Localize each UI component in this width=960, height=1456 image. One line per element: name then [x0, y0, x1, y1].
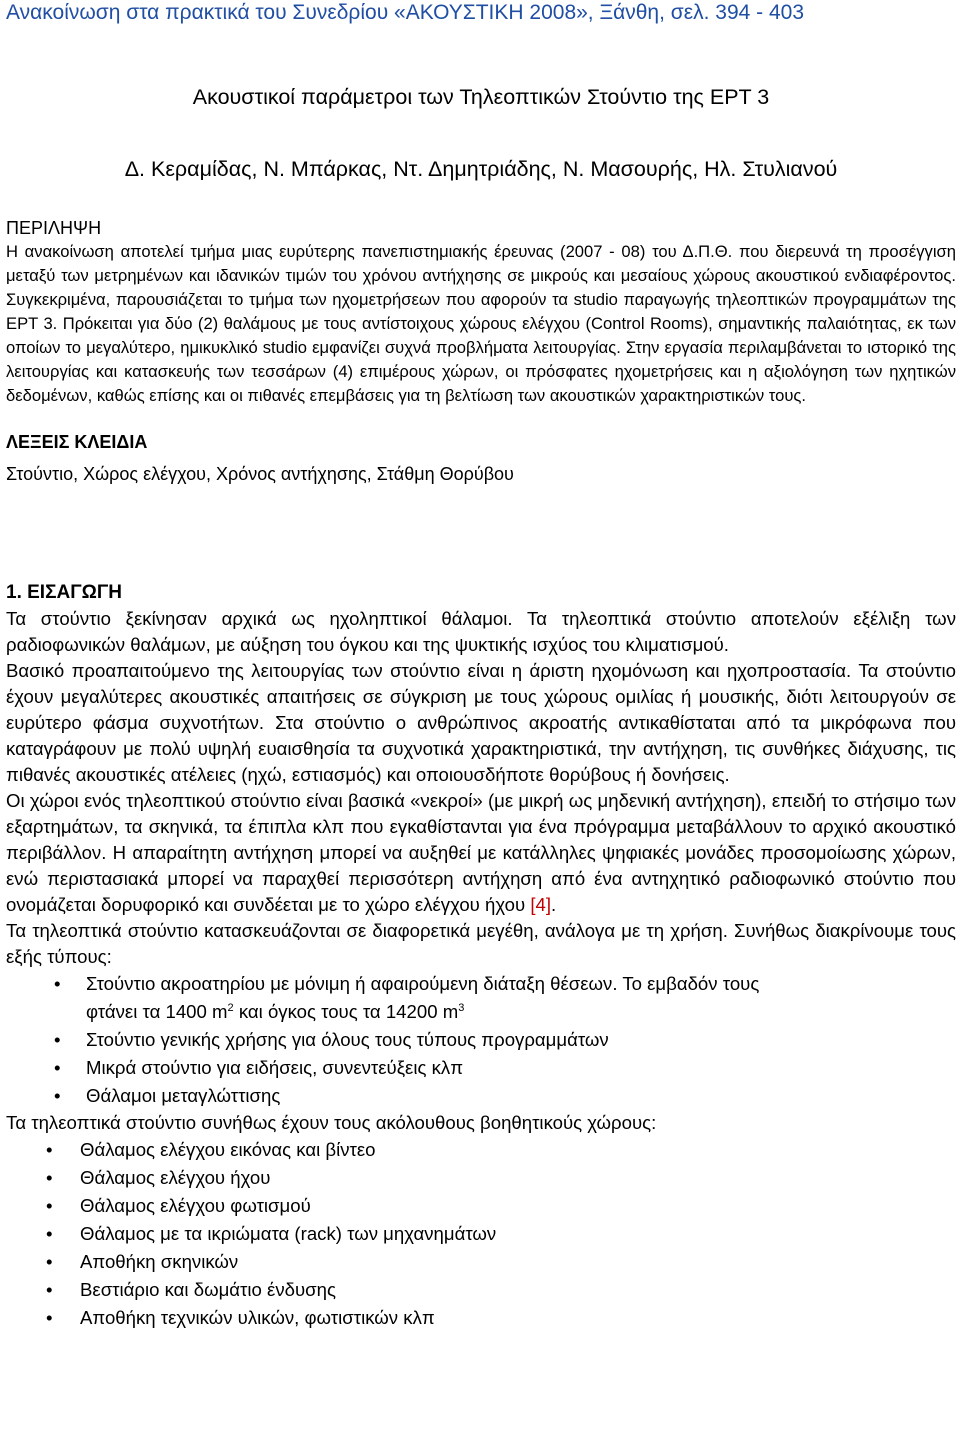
- list-item: [6, 1192, 956, 1220]
- paragraph: Τα τηλεοπτικά στούντιο κατασκευάζονται σε διαφορετικά μεγέθη, ανάλογα με τη χρήση. Συνήθως διακρίνουμε τους εξής τύπους:: [6, 920, 956, 967]
- running-header: Ανακοίνωση στα πρακτικά του Συνεδρίου «ΑΚΟΥΣΤΙΚΗ 2008», Ξάνθη, σελ. 394 - 403: [6, 1, 805, 24]
- section-heading: 1. ΕΙΣΑΓΩΓΗ: [6, 582, 122, 603]
- bullet-icon: •: [46, 1195, 53, 1216]
- list-item-text: Βεστιάριο και δωμάτιο ένδυσης: [80, 1279, 336, 1300]
- list-item-text: Θάλαμος ελέγχου ήχου: [80, 1167, 271, 1188]
- list-item: [6, 1082, 956, 1110]
- bullet-icon: •: [46, 1139, 53, 1160]
- bullet-icon: •: [54, 973, 61, 994]
- keywords-heading: ΛΕΞΕΙΣ ΚΛΕΙΔΙΑ: [6, 432, 148, 452]
- list-item-text: Θάλαμος ελέγχου εικόνας και βίντεο: [80, 1139, 376, 1160]
- list-item: [6, 970, 956, 1026]
- bullet-icon: •: [54, 1057, 61, 1078]
- bullet-icon: •: [54, 1029, 61, 1050]
- abstract-heading: ΠΕΡΙΛΗΨΗ: [6, 218, 102, 238]
- list-item-text: Στούντιο ακροατηρίου με μόνιμη ή αφαιρούμενη διάταξη θέσεων. Το εμβαδόν τους: [86, 973, 760, 994]
- volume-text: και όγκος τους τα 14200 m: [233, 1001, 459, 1022]
- list-item: [6, 1136, 956, 1164]
- paragraph: Τα τηλεοπτικά στούντιο συνήθως έχουν τους ακόλουθους βοηθητικούς χώρους:: [6, 1112, 657, 1133]
- list-item: [6, 1164, 956, 1192]
- bullet-icon: •: [46, 1279, 53, 1300]
- paragraph-end: .: [551, 894, 557, 915]
- list-item: [6, 1248, 956, 1276]
- area-text: φτάνει τα 1400 m: [86, 1001, 228, 1022]
- auxiliary-rooms-list: [6, 1136, 956, 1332]
- list-item-text-cont: [86, 998, 956, 1026]
- bullet-icon: •: [46, 1223, 53, 1244]
- studio-types-list: [6, 970, 956, 1110]
- paragraph: Βασικό προαπαιτούμενο της λειτουργίας των στούντιο είναι η άριστη ηχομόνωση και ηχοπροστασία. Τα στούντιο έχουν μεγαλύτερες ακουστικές απαιτήσεις σε σύγκριση με τους χώρους ομιλίας ή μουσικής, διότι λειτουργούν σε ευρύτερο φάσμα συχνοτήτων. Στα στούντιο ο ανθρώπινος ακροατής αντικαθίσταται από τα μικρόφωνα που καταγράφουν με πολύ υψηλή ευαισθησία τα συχνοτικά χαρακτηριστικά, την αντήχηση, τις συνθήκες διάχυσης, τις πιθανές ακουστικές ατέλειες (ηχώ, εστιασμός) και οποιουσδήποτε θορύβους ή δονήσεις.: [6, 660, 956, 785]
- bullet-icon: •: [46, 1307, 53, 1328]
- keywords-text: Στούντιο, Χώρος ελέγχου, Χρόνος αντήχησης, Στάθμη Θορύβου: [6, 464, 514, 484]
- list-item: [6, 1220, 956, 1248]
- paper-title: Ακουστικοί παράμετροι των Τηλεοπτικών Στούντιο της ΕΡΤ 3: [192, 85, 770, 109]
- bullet-icon: •: [46, 1251, 53, 1272]
- list-item: [6, 1026, 956, 1054]
- paragraph: Τα στούντιο ξεκίνησαν αρχικά ως ηχοληπτικοί θάλαμοι. Τα τηλεοπτικά στούντιο αποτελούν εξέλιξη των ραδιοφωνικών θαλάμων, με αύξηση του όγκου και της ψυκτικής ισχύος του κλιματισμού.: [6, 608, 956, 655]
- list-item-text: Θάλαμος με τα ικριώματα (rack) των μηχανημάτων: [80, 1223, 497, 1244]
- paragraph: [6, 788, 956, 918]
- list-item: [6, 1304, 956, 1332]
- list-item-text: Θάλαμος ελέγχου φωτισμού: [80, 1195, 311, 1216]
- list-item-text: Μικρά στούντιο για ειδήσεις, συνεντεύξεις κλπ: [86, 1057, 464, 1078]
- list-item-text: Αποθήκη τεχνικών υλικών, φωτιστικών κλπ: [80, 1307, 435, 1328]
- author-list: Δ. Κεραμίδας, Ν. Μπάρκας, Ντ. Δημητριάδης, Ν. Μασουρής, Ηλ. Στυλιανού: [124, 157, 838, 181]
- list-item-text: Στούντιο γενικής χρήσης για όλους τους τύπους προγραμμάτων: [86, 1029, 609, 1050]
- list-item-text: Αποθήκη σκηνικών: [80, 1251, 239, 1272]
- bullet-icon: •: [54, 1085, 61, 1106]
- citation-link[interactable]: [4]: [530, 894, 551, 915]
- list-item-text: Θάλαμοι μεταγλώττισης: [86, 1085, 281, 1106]
- bullet-icon: •: [46, 1167, 53, 1188]
- superscript: 3: [458, 1001, 465, 1014]
- list-item: [6, 1276, 956, 1304]
- abstract-text: Η ανακοίνωση αποτελεί τμήμα μιας ευρύτερης πανεπιστημιακής έρευνας (2007 - 08) του Δ.Π.Θ. που διερευνά τη προσέγγιση μεταξύ των μετρημένων και ιδανικών τιμών του χρόνου αντήχησης σε μικρούς και μεσαίους χώρους ακουστικού ενδιαφέροντος. Συγκεκριμένα, παρουσιάζεται το τμήμα των ηχομετρήσεων που αφορούν τα studio παραγωγής τηλεοπτικών προγραμμάτων της ΕΡΤ 3. Πρόκειται για δύο (2) θαλάμους με τους αντίστοιχους χώρους ελέγχου (Control Rooms), σημαντικής παλαιότητας, εκ των οποίων το μεγαλύτερο, ημικυκλικό studio εμφανίζει συχνά προβλήματα λειτουργίας. Στην εργασία περιλαμβάνεται το ιστορικό της λειτουργίας και κατασκευής των τεσσάρων (4) επιμέρους χώρων, οι πρόσφατες ηχομετρήσεις και η αξιολόγηση των ηχητικών δεδομένων, καθώς επίσης και οι πιθανές επεμβάσεις για τη βελτίωση των ακουστικών χαρακτηριστικών τους.: [6, 242, 956, 405]
- list-item: [6, 1054, 956, 1082]
- paragraph-text: Οι χώροι ενός τηλεοπτικού στούντιο είναι βασικά «νεκροί» (με μικρή ως μηδενική αντήχηση), επειδή το στήσιμο των εξαρτημάτων, τα σκηνικά, τα έπιπλα κλπ που εγκαθίστανται για ένα πρόγραμμα μεταβάλλουν το αρχικό ακουστικό περιβάλλον. Η απαραίτητη αντήχηση μπορεί να αυξηθεί με κατάλληλες ψηφιακές μονάδες προσομοίωσης χώρων, ενώ περιστασιακά μπορεί να παραχθεί περισσότερη αντήχηση από ένα αντηχητικό ραδιοφωνικό στούντιο που ονομάζεται δορυφορικό και συνδέεται με το χώρο ελέγχου ήχου: [6, 790, 956, 915]
- superscript: 2: [227, 1001, 234, 1014]
